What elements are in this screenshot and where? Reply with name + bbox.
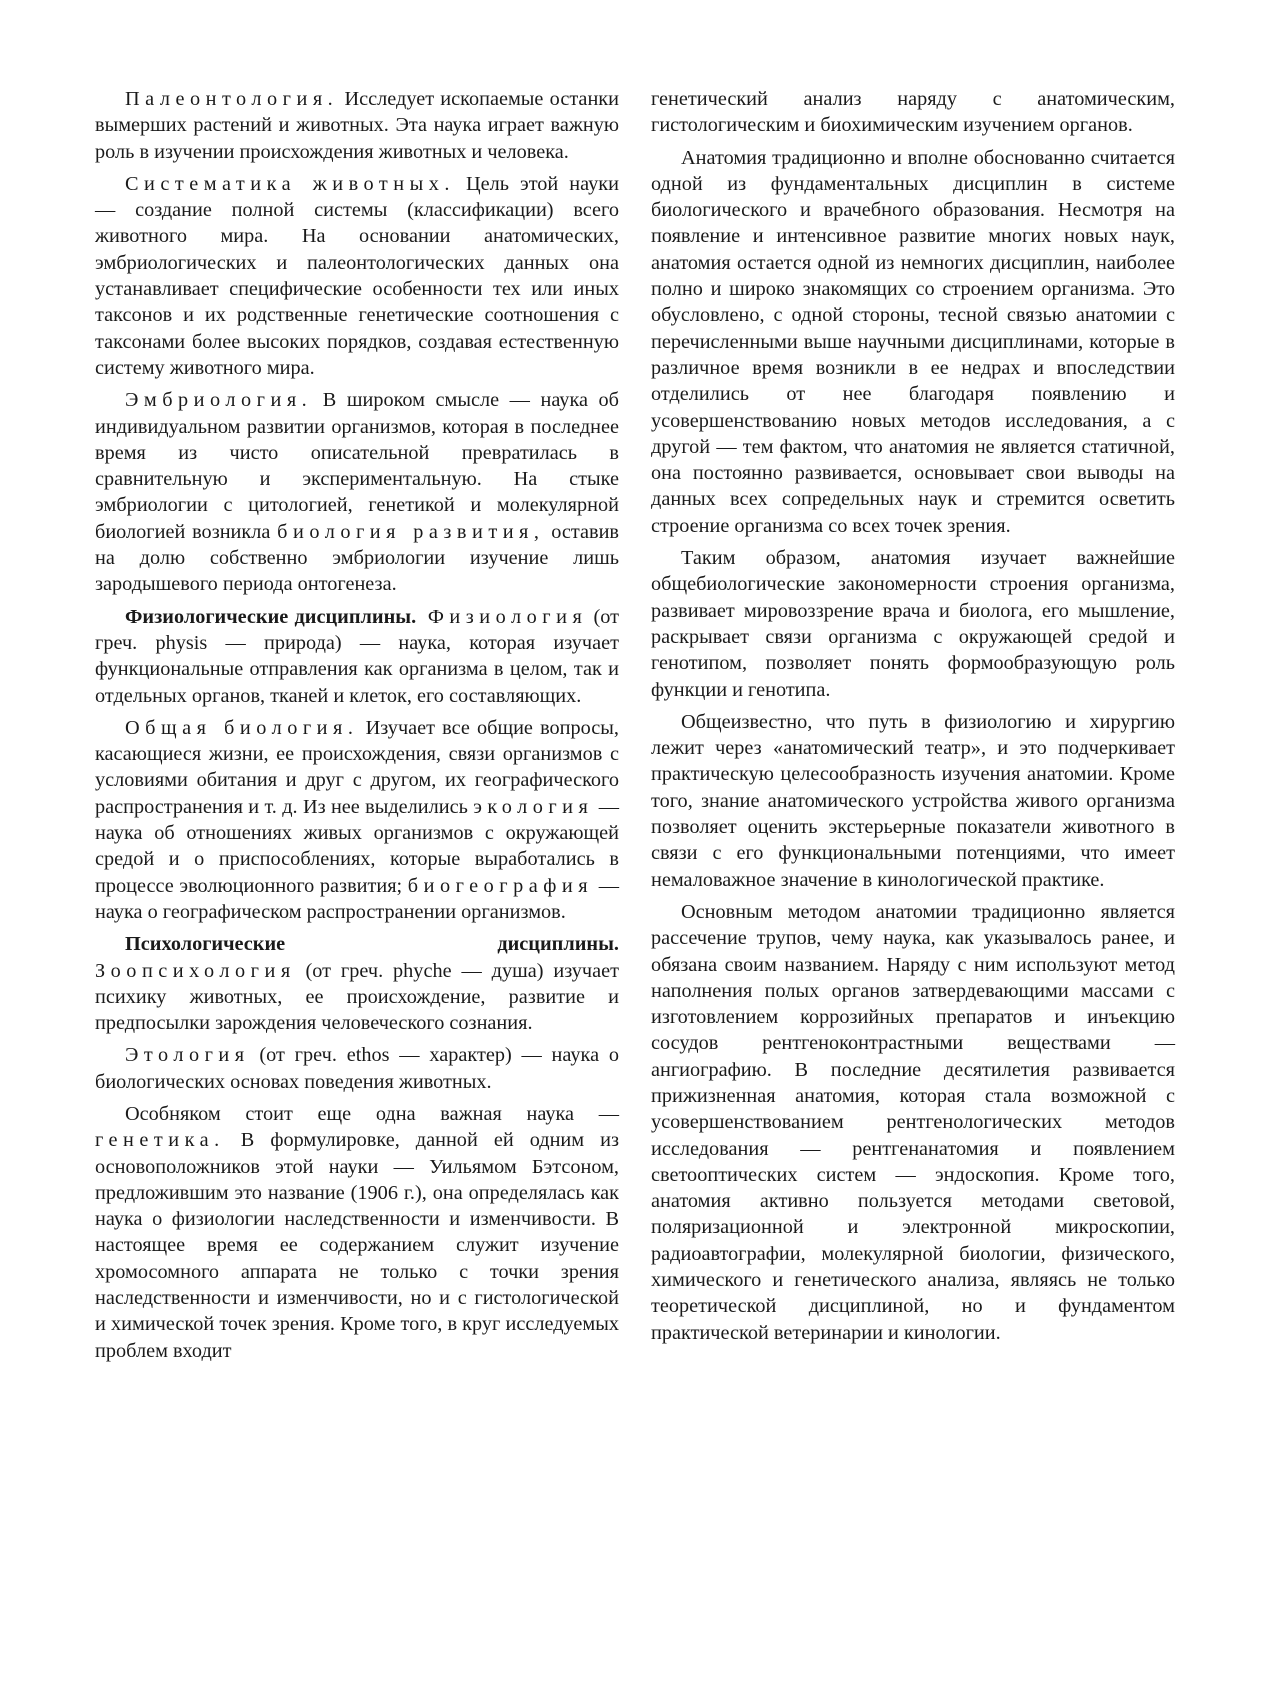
heading-psychological-disciplines: Психологические дисциплины. [125, 933, 619, 956]
term-embryology: Эмбриология. [125, 389, 313, 412]
paragraph-physiology [95, 604, 619, 709]
paragraph-anatomical-theater: Общеизвестно, что путь в физиологию и хирургию лежит через «анатомический театр», и это подчеркивает практическую целесообразность изучения анатомии. Кроме того, знание анатомического устройства живого организма позволяет оценить экстерьерные показатели животного в связи с его функциональными потенциями, что имеет немаловажное значение в кинологической практике. [651, 710, 1175, 891]
paragraph-text: Исследует ископаемые останки вымерших растений и животных. Эта наука играет важную роль в изучении происхождения животных и человека. [95, 88, 619, 163]
paragraph-text: Особняком стоит еще одна важная наука — [125, 1102, 619, 1125]
term-genetics: генетика. [95, 1129, 225, 1152]
paragraph-text: В широком смысле — наука об индивидуальном развитии организмов, которая в последнее время из чисто описательной превратилась в сравнительную и экспериментальную. На стыке эмбриологии с цитологией, генетикой и молекулярной биологией возникла [95, 389, 619, 543]
paragraph-paleontology [95, 86, 619, 165]
paragraph-text: (от греч. phyche — душа) изучает психику животных, ее происхождение, развитие и предпосылки зарождения человеческого сознания. [95, 959, 619, 1035]
paragraph-zoopsychology [95, 931, 619, 1036]
paragraph-general-biology [95, 715, 619, 925]
term-ethology: Этология [125, 1044, 250, 1067]
term-general-biology: Общая биология. [125, 716, 359, 739]
paragraph-embryology [95, 387, 619, 597]
paragraph-anatomy-fundamental: Анатомия традиционно и вполне обоснованно считается одной из фундаментальных дисциплин в системе биологического и врачебного образования. Несмотря на появление и интенсивное развитие многих новых наук, анатомия остается одной из немногих дисциплин, наиболее полно и широко знакомящих со строением организма. Это обусловлено, с одной стороны, тесной связью анатомии с перечисленными выше научными дисциплинами, которые в различное время возникли в ее недрах и впоследствии отделились от нее благодаря появлению и усовершенствованию новых методов исследования, а с другой — тем фактом, что анатомия не является статичной, она постоянно развивается, основывает свои выводы на данных всех сопредельных наук и стремится осветить строение организма со всех точек зрения. [651, 146, 1175, 537]
term-paleontology: Палеонтология. [125, 88, 339, 110]
paragraph-text: — наука об отношениях живых организмов с окружающей средой и о приспособлениях, которые выработались в процессе эволюционного развития; [95, 795, 619, 897]
paragraph-genetics [95, 1101, 619, 1364]
heading-physiological-disciplines: Физиологические дисциплины. [125, 605, 417, 628]
paragraph-text: Цель этой науки — создание полной системы (классификации) всего животного мира. На основании анатомических, эмбриологических и палеонтологических данных она устанавливает специфические особенности тех или иных таксонов и их родственные генетические соотношения с таксонами более высоких порядков, создавая естественную систему животного мира. [95, 172, 619, 379]
paragraph-ethology [95, 1042, 619, 1095]
paragraph-text: В формулировке, данной ей одним из основоположников этой науки — Уильямом Бэтсоном, предложившим это название (1906 г.), она определялась как наука о физиологии наследственности и изменчивости. В настоящее время ее содержанием служит изучение хромосомного аппарата не только с точки зрения наследственности и изменчивости, но и с гистологической и химической точек зрения. Кроме того, в круг исследуемых проблем входит [95, 1129, 619, 1362]
paragraph-anatomy-patterns: Таким образом, анатомия изучает важнейшие общебиологические закономерности строения организма, развивает мировоззрение врача и биолога, его мышление, раскрывает связи организма с окружающей средой и генотипом, позволяет понять формообразующую роль функции и генотипа. [651, 547, 1175, 701]
term-physiology: Физиология [416, 605, 588, 628]
right-column [651, 86, 1175, 1386]
term-developmental-biology: биология развития, [277, 520, 545, 543]
left-column [95, 86, 619, 1386]
paragraph-text: (от греч. ethos — характер) — наука о биологических основах поведения животных. [95, 1044, 619, 1093]
paragraph-anatomy-methods: Основным методом анатомии традиционно является рассечение трупов, чему наука, как указывалось ранее, и обязана своим названием. Наряду с ним используют метод наполнения полых органов затвердевающими массами с изготовлением коррозийных препаратов и инъекцию сосудов рентгеноконтрастными веществами — ангиографию. В последние десятилетия развивается прижизненная анатомия, которая стала возможной с усовершенствованием рентгенологических методов исследования — рентгенанатомия и появлением светооптических систем — эндоскопия. Кроме того, анатомия активно пользуется методами световой, поляризационной и электронной микроскопии, радиоавтографии, молекулярной биологии, физического, химического и генетического анализа, являясь не только теоретической дисциплиной, но и фундаментом практической ветеринарии и кинологии. [651, 900, 1175, 1344]
paragraph-genetics-continued: генетический анализ наряду с анатомическим, гистологическим и биохимическим изучением органов. [651, 88, 1175, 137]
paragraph-text: — наука о географическом распространении организмов. [95, 874, 619, 923]
paragraph-text: (от греч. physis — природа) — наука, которая изучает функциональные отправления как организма в целом, так и отдельных органов, тканей и клеток, его составляющих. [95, 605, 619, 707]
page-body [95, 86, 1175, 1386]
paragraph-text: Изучает все общие вопросы, касающиеся жизни, ее происхождения, связи организмов с условиями обитания и друг с другом, их географического распространения и т. д. Из нее выделились [95, 716, 619, 818]
term-zoopsychology: Зоопсихология [95, 959, 296, 982]
term-ecology: экология [473, 795, 594, 818]
paragraph-text: оставив на долю собственно эмбриологии изучение лишь зародышевого периода онтогенеза. [95, 520, 620, 596]
term-biogeography: биогеография [407, 874, 594, 897]
paragraph-systematics [95, 171, 619, 381]
term-systematics: Систематика животных. [125, 172, 455, 195]
